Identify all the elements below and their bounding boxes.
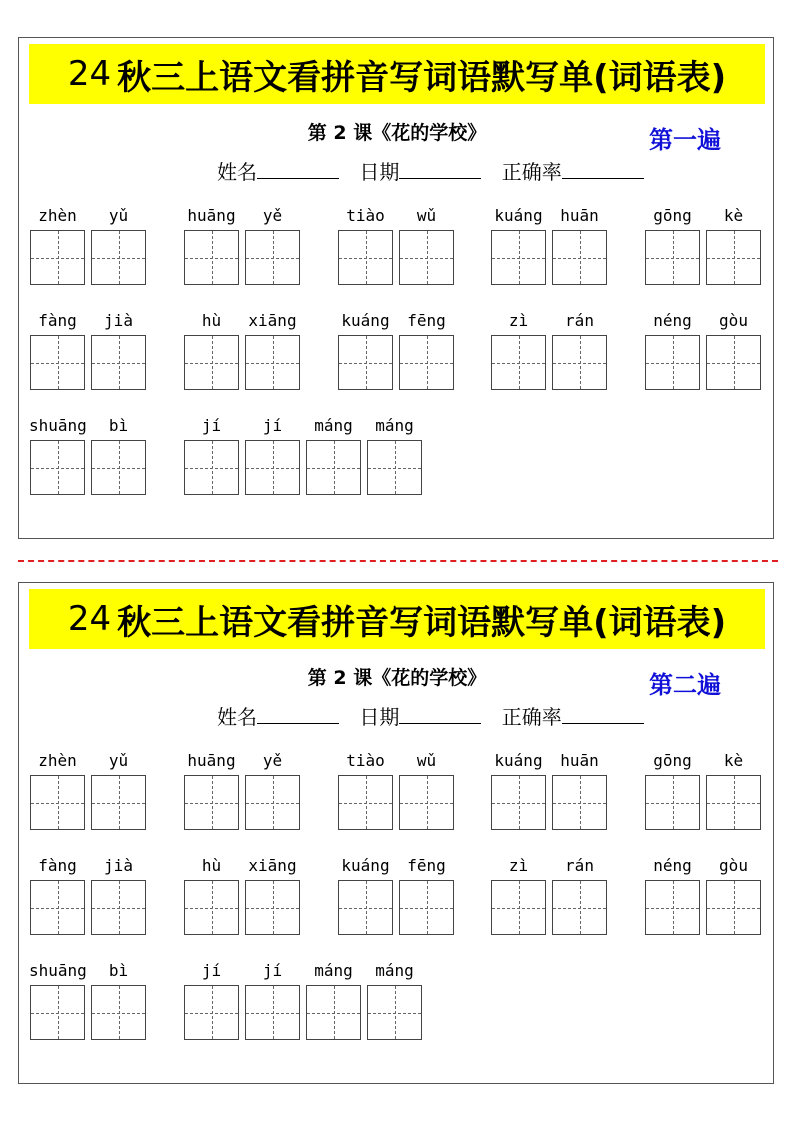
- pinyin-label: rán: [565, 311, 594, 330]
- pinyin-label: xiāng: [248, 856, 297, 875]
- dictation-sheet-2: [18, 582, 774, 1084]
- writing-cell[interactable]: [645, 775, 700, 830]
- accuracy-label: 正确率: [501, 705, 562, 729]
- pinyin-label: bì: [108, 416, 129, 435]
- writing-cell[interactable]: [245, 440, 300, 495]
- writing-cell[interactable]: [245, 230, 300, 285]
- writing-cell[interactable]: [91, 440, 146, 495]
- writing-cell[interactable]: [30, 230, 85, 285]
- word-grid: [19, 583, 775, 1085]
- writing-cell[interactable]: [706, 775, 761, 830]
- writing-cell[interactable]: [245, 880, 300, 935]
- writing-cell[interactable]: [30, 775, 85, 830]
- writing-cell[interactable]: [245, 335, 300, 390]
- accuracy-label: 正确率: [501, 160, 562, 184]
- pass-label: 第一遍: [649, 126, 721, 154]
- date-label: 日期: [359, 705, 400, 729]
- title-number: 24: [67, 54, 112, 94]
- pinyin-label: fàng: [38, 856, 77, 875]
- pinyin-label: jià: [104, 311, 133, 330]
- writing-cell[interactable]: [367, 985, 422, 1040]
- lesson-title: 第 2 课《花的学校》: [307, 667, 487, 689]
- writing-cell[interactable]: [399, 335, 454, 390]
- writing-cell[interactable]: [306, 440, 361, 495]
- pinyin-label: kuáng: [494, 206, 543, 225]
- pinyin-label: huāng: [187, 751, 236, 770]
- pinyin-label: wǔ: [416, 206, 437, 225]
- writing-cell[interactable]: [399, 880, 454, 935]
- writing-cell[interactable]: [645, 230, 700, 285]
- writing-cell[interactable]: [306, 985, 361, 1040]
- pinyin-label: bì: [108, 961, 129, 980]
- title-text: 秋三上语文看拼音写词语默写单(词语表): [117, 57, 727, 98]
- writing-cell[interactable]: [338, 880, 393, 935]
- writing-cell[interactable]: [30, 880, 85, 935]
- pinyin-label: jí: [262, 416, 283, 435]
- pinyin-label: kuáng: [341, 311, 390, 330]
- writing-cell[interactable]: [338, 775, 393, 830]
- pinyin-label: fēng: [407, 856, 446, 875]
- writing-cell[interactable]: [184, 230, 239, 285]
- pinyin-label: kè: [723, 751, 744, 770]
- pinyin-label: kè: [723, 206, 744, 225]
- pinyin-label: jí: [201, 961, 222, 980]
- pinyin-label: máng: [314, 961, 353, 980]
- writing-cell[interactable]: [338, 230, 393, 285]
- pinyin-label: fēng: [407, 311, 446, 330]
- pinyin-label: kuáng: [494, 751, 543, 770]
- pinyin-label: máng: [314, 416, 353, 435]
- pinyin-label: zì: [508, 311, 529, 330]
- pinyin-label: néng: [653, 311, 692, 330]
- writing-cell[interactable]: [645, 880, 700, 935]
- writing-cell[interactable]: [184, 775, 239, 830]
- writing-cell[interactable]: [491, 230, 546, 285]
- writing-cell[interactable]: [491, 880, 546, 935]
- writing-cell[interactable]: [367, 440, 422, 495]
- writing-cell[interactable]: [552, 880, 607, 935]
- pinyin-label: jí: [201, 416, 222, 435]
- writing-cell[interactable]: [30, 440, 85, 495]
- date-label: 日期: [359, 160, 400, 184]
- dictation-sheet-1: [18, 37, 774, 539]
- pinyin-label: gōng: [653, 751, 692, 770]
- writing-cell[interactable]: [30, 985, 85, 1040]
- writing-cell[interactable]: [91, 985, 146, 1040]
- pinyin-label: gòu: [719, 311, 748, 330]
- title-number: 24: [67, 599, 112, 639]
- writing-cell[interactable]: [706, 335, 761, 390]
- pinyin-label: shuāng: [29, 961, 87, 980]
- writing-cell[interactable]: [491, 335, 546, 390]
- pinyin-label: yǔ: [108, 751, 129, 770]
- pinyin-label: yě: [262, 751, 283, 770]
- pinyin-label: gòu: [719, 856, 748, 875]
- pinyin-label: huān: [560, 751, 599, 770]
- writing-cell[interactable]: [184, 880, 239, 935]
- pinyin-label: hù: [201, 856, 222, 875]
- writing-cell[interactable]: [184, 440, 239, 495]
- name-label: 姓名: [217, 160, 257, 184]
- pinyin-label: máng: [375, 961, 414, 980]
- pass-label: 第二遍: [649, 671, 721, 699]
- pinyin-label: yǔ: [108, 206, 129, 225]
- title-text: 秋三上语文看拼音写词语默写单(词语表): [117, 602, 727, 643]
- pinyin-label: fàng: [38, 311, 77, 330]
- pinyin-label: huāng: [187, 206, 236, 225]
- pinyin-label: wǔ: [416, 751, 437, 770]
- pinyin-label: huān: [560, 206, 599, 225]
- word-grid: [19, 38, 775, 540]
- writing-cell[interactable]: [30, 335, 85, 390]
- writing-cell[interactable]: [245, 775, 300, 830]
- writing-cell[interactable]: [399, 230, 454, 285]
- writing-cell[interactable]: [706, 880, 761, 935]
- pinyin-label: hù: [201, 311, 222, 330]
- writing-cell[interactable]: [399, 775, 454, 830]
- writing-cell[interactable]: [245, 985, 300, 1040]
- pinyin-label: zhèn: [38, 751, 77, 770]
- pinyin-label: gōng: [653, 206, 692, 225]
- writing-cell[interactable]: [184, 985, 239, 1040]
- lesson-title: 第 2 课《花的学校》: [307, 122, 487, 144]
- pinyin-label: tiào: [346, 751, 385, 770]
- pinyin-label: xiāng: [248, 311, 297, 330]
- pinyin-label: rán: [565, 856, 594, 875]
- pinyin-label: néng: [653, 856, 692, 875]
- pinyin-label: yě: [262, 206, 283, 225]
- writing-cell[interactable]: [91, 335, 146, 390]
- writing-cell[interactable]: [184, 335, 239, 390]
- pinyin-label: shuāng: [29, 416, 87, 435]
- pinyin-label: jí: [262, 961, 283, 980]
- pinyin-label: zì: [508, 856, 529, 875]
- writing-cell[interactable]: [552, 775, 607, 830]
- pinyin-label: kuáng: [341, 856, 390, 875]
- writing-cell[interactable]: [491, 775, 546, 830]
- pinyin-label: máng: [375, 416, 414, 435]
- pinyin-label: jià: [104, 856, 133, 875]
- writing-cell[interactable]: [338, 335, 393, 390]
- writing-cell[interactable]: [91, 775, 146, 830]
- writing-cell[interactable]: [706, 230, 761, 285]
- pinyin-label: tiào: [346, 206, 385, 225]
- writing-cell[interactable]: [91, 230, 146, 285]
- name-label: 姓名: [217, 705, 257, 729]
- writing-cell[interactable]: [552, 230, 607, 285]
- writing-cell[interactable]: [91, 880, 146, 935]
- cut-line: [18, 560, 778, 562]
- writing-cell[interactable]: [552, 335, 607, 390]
- pinyin-label: zhèn: [38, 206, 77, 225]
- writing-cell[interactable]: [645, 335, 700, 390]
